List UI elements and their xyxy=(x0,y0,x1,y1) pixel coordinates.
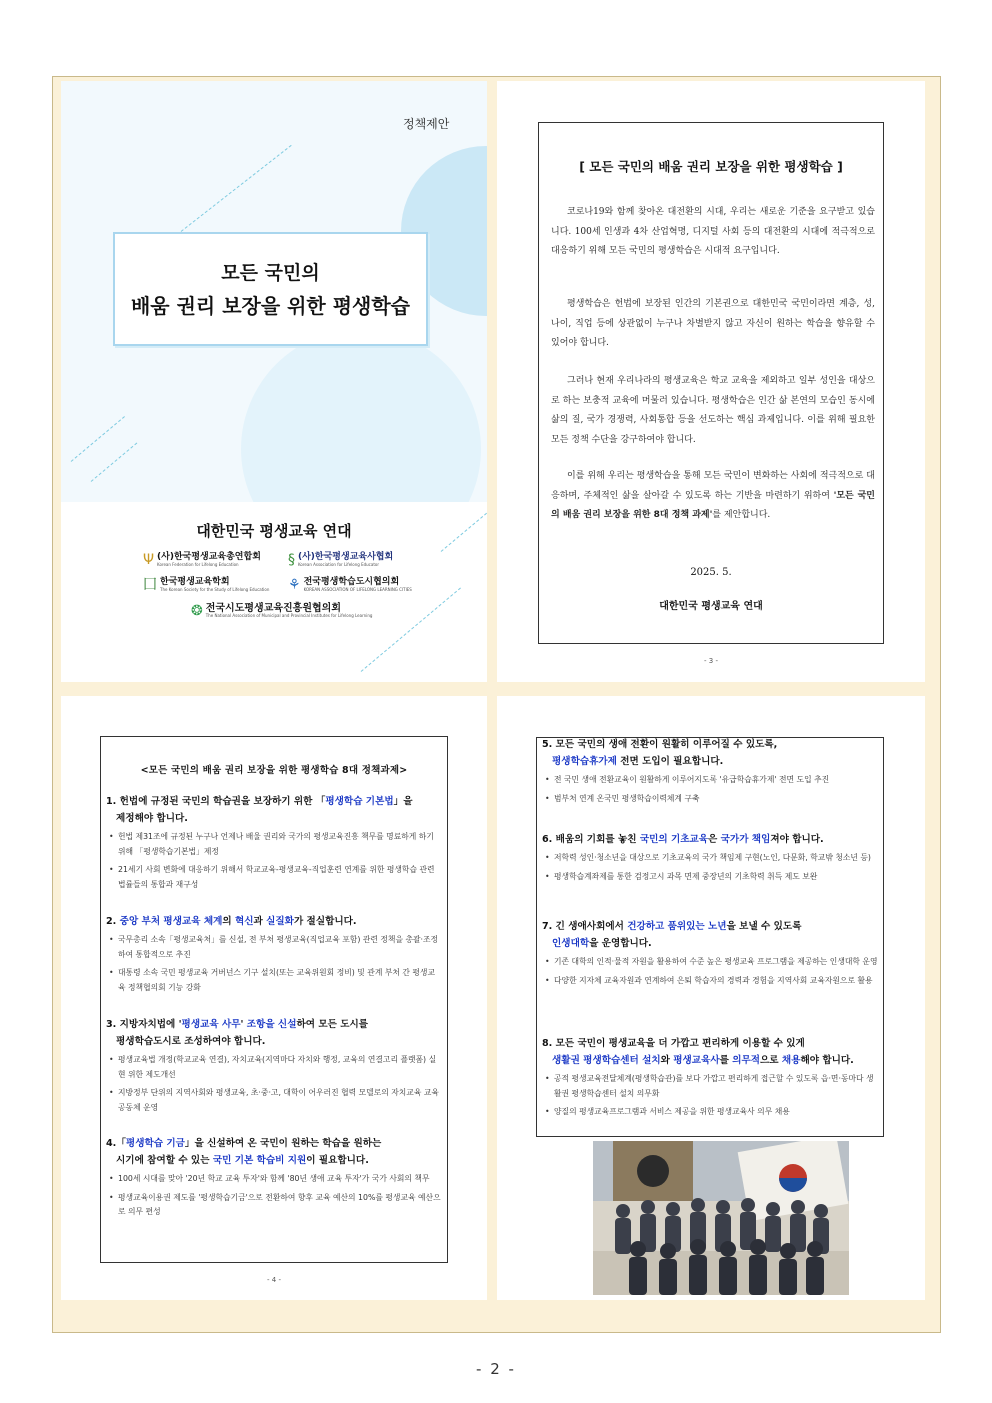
cover-page xyxy=(61,81,487,682)
tasks-page-1 xyxy=(61,696,487,1300)
text: 3. 지방자치법에 ' xyxy=(106,1019,182,1030)
highlight: 평생교육사 xyxy=(673,1055,720,1066)
logo-sub: Korean Federation for Lifelong Education xyxy=(157,561,239,567)
intro-box xyxy=(538,122,884,644)
logo-sub: Korean Association for Lifelong Educator xyxy=(298,561,379,567)
text: ' xyxy=(240,1019,247,1030)
bullet: • 100세 시대를 맞아 '20년 학교 교육 투자'와 함께 '80년 생애 교육 투자'가 국가 사회의 책무 xyxy=(106,1172,442,1187)
bullet: • 다양한 지자체 교육자원과 연계하여 은퇴 학습자의 경력과 경험을 지역사회 교육자원으로 활용 xyxy=(542,974,878,989)
logo-name: (사)한국평생교육사협회 xyxy=(298,552,394,562)
text: 8. 모든 국민이 평생교육을 더 가깝고 편리하게 이용할 수 있게 xyxy=(542,1038,805,1049)
text: 6. 배움의 기회를 놓친 xyxy=(542,834,640,845)
task-title xyxy=(542,736,878,770)
page-number: - 4 - xyxy=(267,1276,281,1284)
text: 7. 긴 생애사회에서 xyxy=(542,921,628,932)
text: 을 운영합니다. xyxy=(589,938,652,949)
highlight: 평생학습 기금 xyxy=(125,1138,185,1149)
text: 」을 xyxy=(393,796,413,807)
highlight: 국민 기본 학습비 지원 xyxy=(212,1155,307,1166)
page-number: - 2 - xyxy=(476,1360,516,1378)
bullet: • 대통령 소속 국민 평생교육 거버넌스 기구 설치(또는 교육위원회 정비) 및 관계 부처 간 평생교육 정책협의회 기능 강화 xyxy=(106,966,442,995)
intro-text: 이를 위해 우리는 평생학습을 통해 모든 국민이 변화하는 사회에 적극적으로 대응하며, 주체적인 삶을 살아갈 수 있도록 하는 기반을 마련하기 위하여 xyxy=(551,471,875,501)
text: 1. 헌법에 규정된 국민의 학습권을 보장하기 위한 「 xyxy=(106,796,326,807)
page-number: - 3 - xyxy=(704,657,718,665)
decor-line xyxy=(91,443,138,482)
task-title xyxy=(106,793,442,827)
group-photo-image xyxy=(593,1141,849,1295)
highlight: 생활권 평생학습센터 설치 xyxy=(552,1055,661,1066)
text: 은 xyxy=(708,834,721,845)
text: 5. 모든 국민의 생애 전환이 원활히 이루어질 수 있도록, xyxy=(542,739,778,750)
decor-line xyxy=(71,416,125,462)
highlight: 국민의 기초교육 xyxy=(639,834,709,845)
ring-dots-icon: ❂ xyxy=(191,602,203,619)
text: 의 xyxy=(222,916,235,927)
highlight: 인생대학 xyxy=(552,938,590,949)
highlight: 중앙 부처 평생교육 체계 xyxy=(119,916,223,927)
task-4 xyxy=(106,1135,442,1224)
cover-title-line2: 배움 권리 보장을 위한 평생학습 xyxy=(130,294,410,318)
text: 져야 합니다. xyxy=(770,834,824,845)
intro-paragraph: 그러나 현재 우리나라의 평생교육은 학교 교육을 제외하고 일부 성인을 대상으로 하는 보충적 교육에 머물러 있습니다. 평생학습은 인간 삶 본연의 모습인 동시에 삶의 질, 국가 경쟁력, 사회통합 등을 선도하는 핵심 과제입니다. 이를 위해 필요한 모든 정책 수단을 강구하여야 합니다. xyxy=(551,376,875,445)
intro-paragraph xyxy=(551,467,875,526)
logo-kale xyxy=(288,553,393,567)
highlight: 혁신 xyxy=(234,916,254,927)
text: 시기에 참여할 수 있는 xyxy=(116,1155,213,1166)
task-5 xyxy=(542,736,878,810)
task-6 xyxy=(542,831,878,888)
highlight: 평생학습휴가제 xyxy=(552,756,617,767)
text: 을 보낼 수 있도록 xyxy=(726,921,802,932)
task-1 xyxy=(106,793,442,896)
task-title xyxy=(106,913,442,930)
task-3 xyxy=(106,1016,442,1119)
text: 4.「 xyxy=(106,1138,126,1149)
tasks-box xyxy=(536,737,884,1137)
tasks-box xyxy=(100,736,448,1263)
highlight: 평생학습 기본법 xyxy=(325,796,394,807)
task-title xyxy=(542,831,878,848)
torch-icon: Ψ xyxy=(143,552,155,569)
bullet: • 지방정부 단위의 지역사회와 평생교육, 초·중·고, 대학이 어우러진 협력 모델로의 자치교육 교육공동체 운영 xyxy=(106,1086,442,1115)
bullet: • 범부처 연계 온국민 평생학습이력체계 구축 xyxy=(542,792,878,807)
intro-title: [ 모든 국민의 배움 권리 보장을 위한 평생학습 ] xyxy=(579,159,843,174)
logo-sub: KOREAN ASSOCIATION OF LIFELONG LEARNING CITIES xyxy=(303,586,412,592)
intro-text: 를 제안합니다. xyxy=(712,510,771,520)
task-title xyxy=(542,918,878,952)
task-2 xyxy=(106,913,442,999)
highlight: 국가가 책임 xyxy=(720,834,771,845)
tasks-heading: <모든 국민의 배움 권리 보장을 위한 평생학습 8대 정책과제> xyxy=(140,765,408,776)
figure-icon: ⼞ xyxy=(143,577,157,594)
bullet: • 평생교육이용권 제도를 '평생학습기금'으로 전환하여 향후 교육 예산의 10%를 평생교육 예산으로 의무 편성 xyxy=(106,1191,442,1220)
logo-sub: The National Association of Municipal and Provincial Institutes for Lifelong Learning xyxy=(205,613,373,618)
logo-name: 전국시도평생교육진흥원협의회 xyxy=(205,603,341,614)
highlight: 실질화 xyxy=(266,916,294,927)
intro-paragraph: 코로나19와 함께 찾아온 대전환의 시대, 우리는 새로운 기준을 요구받고 있습니다. 100세 인생과 4차 산업혁명, 디지털 사회 등의 대전환의 시대에 적극적으로 대응하기 위해 모든 국민의 평생학습은 시대적 요구입니다. xyxy=(551,207,875,256)
logo-nampill xyxy=(191,603,372,618)
bullet: • 평생학습계좌제를 통한 검정고시 과목 면제 중장년의 기초학력 취득 제도 보완 xyxy=(542,870,878,885)
task-title xyxy=(106,1135,442,1169)
bullet: • 전 국민 생애 전환교육이 원활하게 이루어지도록 '유급학습휴가제' 전면 도입 추진 xyxy=(542,773,878,788)
highlight: 채용 xyxy=(781,1055,801,1066)
decor-line xyxy=(181,145,292,232)
cover-tag: 정책제안 xyxy=(403,117,450,131)
text: 해야 합니다. xyxy=(800,1055,854,1066)
text: 이 필요합니다. xyxy=(306,1155,369,1166)
text: 와 xyxy=(660,1055,674,1066)
bullet: • 기존 대학의 인적·물적 자원을 활용하여 수준 높은 평생교육 프로그램을 제공하는 인생대학 운영 xyxy=(542,955,878,970)
bullet: • 저학력 성인·청소년을 대상으로 기초교육의 국가 책임제 구현(노인, 다문화, 학교밖 청소년 등) xyxy=(542,851,878,866)
intro-signature: 대한민국 평생교육 연대 xyxy=(659,601,763,612)
text: 가 절실합니다. xyxy=(293,916,357,927)
intro-date: 2025. 5. xyxy=(690,567,732,578)
text: 과 xyxy=(253,916,267,927)
highlight: 의무적 xyxy=(732,1055,761,1066)
bullet: • 평생교육법 개정(학교교육 연결), 자치교육(지역마다 자치와 행정, 교육의 연결고리 플랫폼) 실현 위한 제도개선 xyxy=(106,1053,442,1082)
logo-name: (사)한국평생교육총연합회 xyxy=(157,552,261,562)
task-title xyxy=(542,1035,878,1069)
text: 하여 모든 도시를 xyxy=(296,1019,369,1030)
text: 으로 xyxy=(760,1055,782,1066)
logo-sub: The Korean Society for the Study of Lifelong Education xyxy=(160,586,270,592)
bullet: • 공적 평생교육전달체계(평생학습관)를 보다 가깝고 편리하게 접근할 수 있도록 읍·면·동마다 생활권 평생학습센터 설치 의무화 xyxy=(542,1072,878,1101)
text: 제정해야 합니다. xyxy=(116,813,188,824)
intro-bold-text: '모든 국민의 배움 권리 보장을 위한 8대 정책 과제' xyxy=(551,490,875,520)
text: 전면 도입이 필요합니다. xyxy=(616,756,724,767)
highlight: 건강하고 품위있는 노년 xyxy=(627,921,727,932)
bullet: • 양질의 평생교육프로그램과 서비스 제공을 위한 평생교육사 의무 채용 xyxy=(542,1105,878,1120)
cover-title-line1: 모든 국민의 xyxy=(221,262,320,284)
bullet: • 21세기 사회 변화에 대응하기 위해서 학교교육-평생교육-직업훈련 연계를 위한 평생학습 관련 법률들의 통합과 재구성 xyxy=(106,863,442,892)
logo-kfle xyxy=(143,553,261,567)
highlight: 조항을 신설 xyxy=(246,1019,297,1030)
s-mark-icon: § xyxy=(288,552,295,569)
text: 」을 신설하여 온 국민이 원하는 학습을 원하는 xyxy=(184,1138,382,1149)
task-title xyxy=(106,1016,442,1050)
text: 평생학습도시로 조성하여야 합니다. xyxy=(116,1036,266,1047)
group-photo xyxy=(593,1141,849,1295)
logo-kallc xyxy=(288,578,412,592)
logo-ksle xyxy=(143,578,269,592)
task-8 xyxy=(542,1035,878,1124)
intro-paragraph: 평생학습은 헌법에 보장된 인간의 기본권으로 대한민국 국민이라면 계층, 성, 나이, 직업 등에 상관없이 누구나 차별받지 않고 자신이 원하는 학습을 향유할 수 있어야 합니다. xyxy=(551,299,875,348)
swirl-icon: ⚘ xyxy=(288,577,301,594)
text: 2. xyxy=(106,916,120,927)
cover-org-name: 대한민국 평생교육 연대 xyxy=(196,522,352,540)
text: 를 xyxy=(719,1055,733,1066)
highlight: 평생교육 사무 xyxy=(181,1019,241,1030)
tasks-page-2 xyxy=(497,696,925,1300)
cover-title-box xyxy=(113,232,428,346)
logo-name: 전국평생학습도시협의회 xyxy=(303,577,400,587)
bullet: • 헌법 제31조에 규정된 누구나 언제나 배울 권리와 국가의 평생교육진흥 책무를 명료하게 하기 위해 「평생학습기본법」제정 xyxy=(106,830,442,859)
task-7 xyxy=(542,918,878,992)
intro-page xyxy=(497,81,925,682)
bullet: • 국무총리 소속「평생교육처」를 신설, 전 부처 평생교육(직업교육 포함) 관련 정책을 총괄·조정하여 통합적으로 추진 xyxy=(106,933,442,962)
logo-name: 한국평생교육학회 xyxy=(160,577,230,587)
